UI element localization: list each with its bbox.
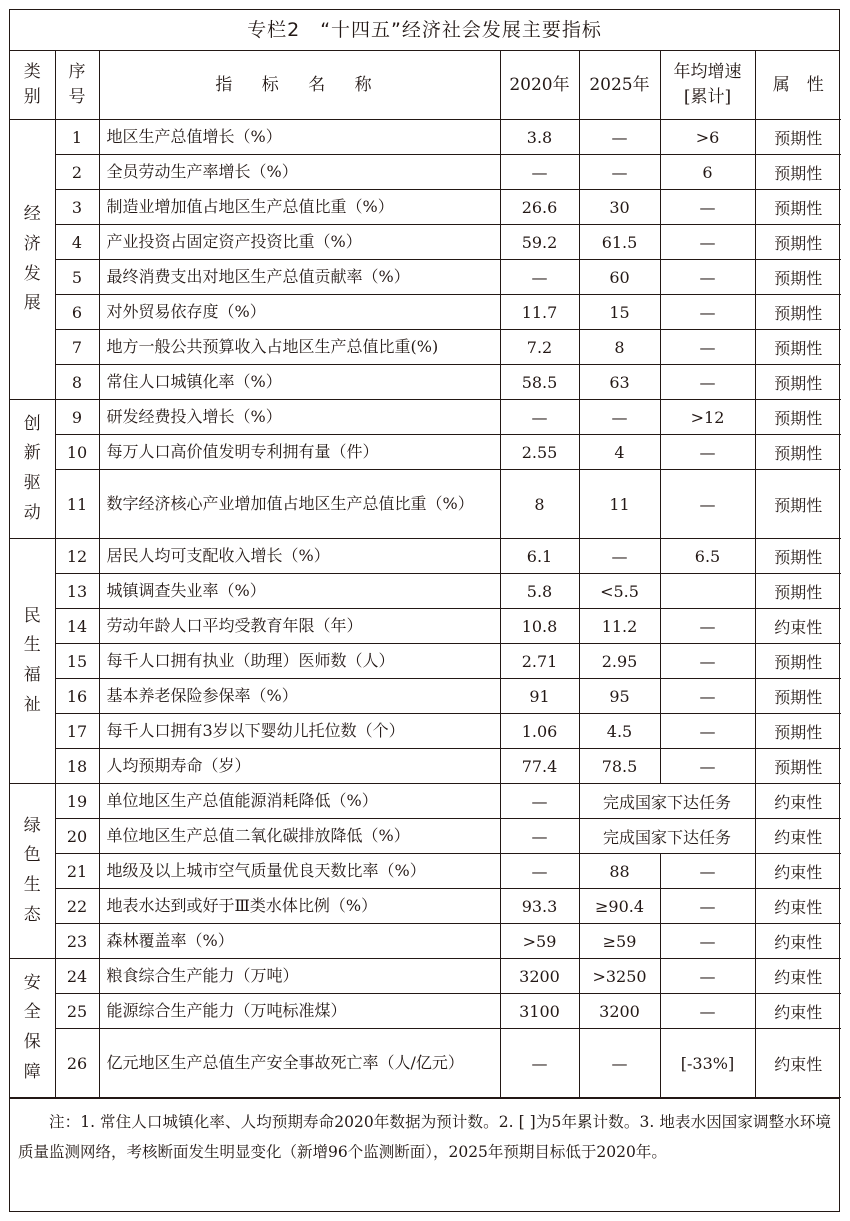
- table-row: [10, 574, 841, 609]
- table-body: [10, 120, 841, 1098]
- indicator-name-cell: 地表水达到或好于Ⅲ类水体比例（%）: [99, 889, 500, 924]
- indicator-name-cell: 单位地区生产总值能源消耗降低（%）: [99, 784, 500, 819]
- value-2025-cell: 11.2: [579, 609, 660, 644]
- category-cell: 安 全 保 障: [10, 959, 55, 1098]
- growth-cell: —: [660, 609, 755, 644]
- value-2020-cell: 2.71: [500, 644, 579, 679]
- header-growth: 年均增速 [累计]: [660, 51, 755, 120]
- category-cell: 民 生 福 祉: [10, 539, 55, 784]
- value-2025-cell: 3200: [579, 994, 660, 1029]
- indicator-name-cell: 制造业增加值占地区生产总值比重（%）: [99, 190, 500, 225]
- growth-cell: >12: [660, 400, 755, 435]
- table-row: [10, 1029, 841, 1098]
- growth-cell: —: [660, 679, 755, 714]
- growth-cell: —: [660, 714, 755, 749]
- header-2025: 2025年: [579, 51, 660, 120]
- seq-cell: 17: [55, 714, 99, 749]
- growth-cell: —: [660, 924, 755, 959]
- indicator-name-cell: 数字经济核心产业增加值占地区生产总值比重（%）: [99, 470, 500, 539]
- growth-cell: —: [660, 435, 755, 470]
- attribute-cell: 预期性: [755, 435, 841, 470]
- attribute-cell: 预期性: [755, 260, 841, 295]
- value-2020-cell: —: [500, 260, 579, 295]
- indicator-name-cell: 地区生产总值增长（%）: [99, 120, 500, 155]
- target-merged-cell: 完成国家下达任务: [579, 819, 755, 854]
- value-2025-cell: 4: [579, 435, 660, 470]
- value-2025-cell: 2.95: [579, 644, 660, 679]
- growth-cell: 6: [660, 155, 755, 190]
- attribute-cell: 预期性: [755, 644, 841, 679]
- attribute-cell: 预期性: [755, 714, 841, 749]
- value-2020-cell: >59: [500, 924, 579, 959]
- seq-cell: 7: [55, 330, 99, 365]
- indicator-name-cell: 常住人口城镇化率（%）: [99, 365, 500, 400]
- value-2025-cell: 8: [579, 330, 660, 365]
- attribute-cell: 约束性: [755, 609, 841, 644]
- value-2020-cell: 93.3: [500, 889, 579, 924]
- attribute-cell: 预期性: [755, 574, 841, 609]
- table-row: [10, 435, 841, 470]
- value-2025-cell: 11: [579, 470, 660, 539]
- growth-cell: —: [660, 190, 755, 225]
- target-merged-cell: 完成国家下达任务: [579, 784, 755, 819]
- table-title: 专栏2 “十四五”经济社会发展主要指标: [10, 10, 839, 51]
- seq-cell: 10: [55, 435, 99, 470]
- table-row: [10, 889, 841, 924]
- seq-cell: 23: [55, 924, 99, 959]
- table-row: [10, 295, 841, 330]
- table-row: [10, 784, 841, 819]
- indicator-name-cell: 粮食综合生产能力（万吨）: [99, 959, 500, 994]
- table-row: [10, 749, 841, 784]
- seq-cell: 12: [55, 539, 99, 574]
- table-row: [10, 679, 841, 714]
- table-row: [10, 260, 841, 295]
- seq-cell: 19: [55, 784, 99, 819]
- table-row: [10, 714, 841, 749]
- table-row: [10, 400, 841, 435]
- value-2020-cell: 2.55: [500, 435, 579, 470]
- table-row: [10, 819, 841, 854]
- attribute-cell: 约束性: [755, 889, 841, 924]
- value-2020-cell: 1.06: [500, 714, 579, 749]
- table-row: [10, 644, 841, 679]
- header-row: [10, 51, 841, 120]
- indicator-name-cell: 地方一般公共预算收入占地区生产总值比重(%): [99, 330, 500, 365]
- value-2025-cell: 95: [579, 679, 660, 714]
- attribute-cell: 预期性: [755, 365, 841, 400]
- header-name: 指 标 名 称: [99, 51, 500, 120]
- indicator-name-cell: 地级及以上城市空气质量优良天数比率（%）: [99, 854, 500, 889]
- value-2020-cell: 6.1: [500, 539, 579, 574]
- value-2020-cell: —: [500, 854, 579, 889]
- indicator-name-cell: 产业投资占固定资产投资比重（%）: [99, 225, 500, 260]
- table-row: [10, 155, 841, 190]
- indicator-name-cell: 居民人均可支配收入增长（%）: [99, 539, 500, 574]
- attribute-cell: 预期性: [755, 679, 841, 714]
- value-2020-cell: 8: [500, 470, 579, 539]
- seq-cell: 13: [55, 574, 99, 609]
- value-2025-cell: >3250: [579, 959, 660, 994]
- indicator-name-cell: 能源综合生产能力（万吨标准煤）: [99, 994, 500, 1029]
- table-row: [10, 120, 841, 155]
- value-2025-cell: 30: [579, 190, 660, 225]
- attribute-cell: 约束性: [755, 994, 841, 1029]
- seq-cell: 5: [55, 260, 99, 295]
- value-2025-cell: 60: [579, 260, 660, 295]
- value-2025-cell: ≥59: [579, 924, 660, 959]
- growth-cell: —: [660, 994, 755, 1029]
- indicator-name-cell: 全员劳动生产率增长（%）: [99, 155, 500, 190]
- value-2025-cell: —: [579, 155, 660, 190]
- indicator-name-cell: 劳动年龄人口平均受教育年限（年）: [99, 609, 500, 644]
- value-2020-cell: 58.5: [500, 365, 579, 400]
- header-category: 类 别: [10, 51, 55, 120]
- value-2025-cell: 15: [579, 295, 660, 330]
- value-2020-cell: 3.8: [500, 120, 579, 155]
- value-2020-cell: 91: [500, 679, 579, 714]
- table-row: [10, 994, 841, 1029]
- growth-cell: —: [660, 330, 755, 365]
- table-row: [10, 924, 841, 959]
- growth-cell: —: [660, 225, 755, 260]
- attribute-cell: 预期性: [755, 155, 841, 190]
- table-row: [10, 190, 841, 225]
- table-row: [10, 365, 841, 400]
- table-row: [10, 225, 841, 260]
- attribute-cell: 约束性: [755, 959, 841, 994]
- attribute-cell: 约束性: [755, 924, 841, 959]
- indicator-name-cell: 对外贸易依存度（%）: [99, 295, 500, 330]
- seq-cell: 4: [55, 225, 99, 260]
- value-2025-cell: 61.5: [579, 225, 660, 260]
- seq-cell: 26: [55, 1029, 99, 1098]
- value-2020-cell: 77.4: [500, 749, 579, 784]
- value-2025-cell: <5.5: [579, 574, 660, 609]
- attribute-cell: 约束性: [755, 784, 841, 819]
- indicator-name-cell: 最终消费支出对地区生产总值贡献率（%）: [99, 260, 500, 295]
- value-2020-cell: 26.6: [500, 190, 579, 225]
- header-seq: 序 号: [55, 51, 99, 120]
- table-row: [10, 854, 841, 889]
- table-row: [10, 470, 841, 539]
- attribute-cell: 预期性: [755, 330, 841, 365]
- indicator-name-cell: 人均预期寿命（岁）: [99, 749, 500, 784]
- value-2020-cell: —: [500, 1029, 579, 1098]
- value-2020-cell: 11.7: [500, 295, 579, 330]
- seq-cell: 22: [55, 889, 99, 924]
- value-2020-cell: 3200: [500, 959, 579, 994]
- indicator-name-cell: 研发经费投入增长（%）: [99, 400, 500, 435]
- value-2025-cell: —: [579, 400, 660, 435]
- attribute-cell: 约束性: [755, 819, 841, 854]
- growth-cell: —: [660, 470, 755, 539]
- attribute-cell: 预期性: [755, 470, 841, 539]
- growth-cell: —: [660, 295, 755, 330]
- seq-cell: 24: [55, 959, 99, 994]
- seq-cell: 15: [55, 644, 99, 679]
- category-cell: 创 新 驱 动: [10, 400, 55, 539]
- seq-cell: 6: [55, 295, 99, 330]
- value-2020-cell: —: [500, 155, 579, 190]
- indicator-name-cell: 亿元地区生产总值生产安全事故死亡率（人/亿元）: [99, 1029, 500, 1098]
- indicator-table-panel: [9, 9, 840, 1212]
- value-2025-cell: 78.5: [579, 749, 660, 784]
- growth-cell: [660, 574, 755, 609]
- value-2020-cell: 59.2: [500, 225, 579, 260]
- value-2025-cell: —: [579, 539, 660, 574]
- attribute-cell: 预期性: [755, 225, 841, 260]
- growth-cell: —: [660, 959, 755, 994]
- value-2020-cell: 10.8: [500, 609, 579, 644]
- seq-cell: 14: [55, 609, 99, 644]
- indicator-name-cell: 单位地区生产总值二氧化碳排放降低（%）: [99, 819, 500, 854]
- value-2020-cell: 5.8: [500, 574, 579, 609]
- value-2025-cell: 63: [579, 365, 660, 400]
- seq-cell: 20: [55, 819, 99, 854]
- value-2020-cell: —: [500, 784, 579, 819]
- growth-cell: —: [660, 365, 755, 400]
- indicator-name-cell: 森林覆盖率（%）: [99, 924, 500, 959]
- seq-cell: 1: [55, 120, 99, 155]
- value-2025-cell: —: [579, 120, 660, 155]
- table-row: [10, 959, 841, 994]
- growth-cell: —: [660, 260, 755, 295]
- table-row: [10, 330, 841, 365]
- attribute-cell: 预期性: [755, 539, 841, 574]
- value-2025-cell: —: [579, 1029, 660, 1098]
- value-2020-cell: —: [500, 819, 579, 854]
- indicator-name-cell: 每万人口高价值发明专利拥有量（件）: [99, 435, 500, 470]
- indicator-name-cell: 每千人口拥有执业（助理）医师数（人）: [99, 644, 500, 679]
- table-row: [10, 539, 841, 574]
- attribute-cell: 预期性: [755, 400, 841, 435]
- seq-cell: 18: [55, 749, 99, 784]
- value-2025-cell: 88: [579, 854, 660, 889]
- attribute-cell: 预期性: [755, 749, 841, 784]
- table-row: [10, 609, 841, 644]
- category-cell: 绿 色 生 态: [10, 784, 55, 959]
- seq-cell: 11: [55, 470, 99, 539]
- value-2020-cell: —: [500, 400, 579, 435]
- value-2020-cell: 7.2: [500, 330, 579, 365]
- category-cell: 经 济 发 展: [10, 120, 55, 400]
- seq-cell: 3: [55, 190, 99, 225]
- seq-cell: 25: [55, 994, 99, 1029]
- header-2020: 2020年: [500, 51, 579, 120]
- header-attr: 属 性: [755, 51, 841, 120]
- attribute-cell: 约束性: [755, 1029, 841, 1098]
- value-2025-cell: ≥90.4: [579, 889, 660, 924]
- indicator-table: [10, 51, 841, 1098]
- growth-cell: >6: [660, 120, 755, 155]
- growth-cell: —: [660, 889, 755, 924]
- growth-cell: 6.5: [660, 539, 755, 574]
- attribute-cell: 预期性: [755, 120, 841, 155]
- seq-cell: 21: [55, 854, 99, 889]
- attribute-cell: 预期性: [755, 295, 841, 330]
- growth-cell: —: [660, 644, 755, 679]
- indicator-name-cell: 城镇调查失业率（%）: [99, 574, 500, 609]
- value-2020-cell: 3100: [500, 994, 579, 1029]
- indicator-name-cell: 每千人口拥有3岁以下婴幼儿托位数（个）: [99, 714, 500, 749]
- growth-cell: —: [660, 749, 755, 784]
- attribute-cell: 约束性: [755, 854, 841, 889]
- growth-cell: [-33%]: [660, 1029, 755, 1098]
- seq-cell: 8: [55, 365, 99, 400]
- seq-cell: 16: [55, 679, 99, 714]
- footnote: 注：1. 常住人口城镇化率、人均预期寿命2020年数据为预计数。2. [ ]为5年累计数。3. 地表水因国家调整水环境质量监测网络，考核断面发生明显变化（新增96个监测断面），2025年预期目标低于2020年。: [10, 1098, 839, 1167]
- seq-cell: 2: [55, 155, 99, 190]
- seq-cell: 9: [55, 400, 99, 435]
- attribute-cell: 预期性: [755, 190, 841, 225]
- growth-cell: —: [660, 854, 755, 889]
- value-2025-cell: 4.5: [579, 714, 660, 749]
- indicator-name-cell: 基本养老保险参保率（%）: [99, 679, 500, 714]
